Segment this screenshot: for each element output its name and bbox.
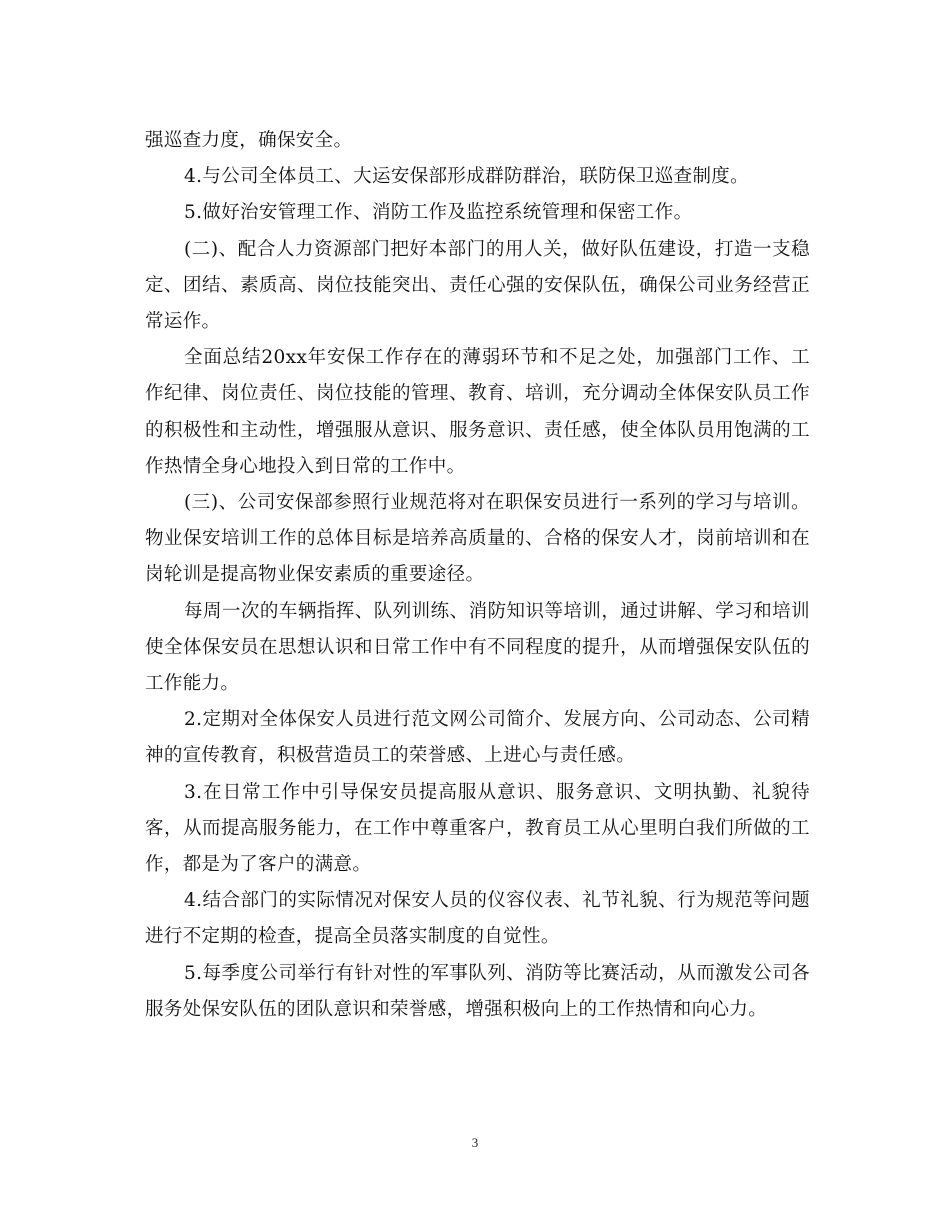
- paragraph-2: 4.与公司全体员工、大运安保部形成群防群治，联防保卫巡查制度。: [184, 166, 750, 188]
- paragraph-3: 5.做好治安管理工作、消防工作及监控系统管理和保密工作。: [184, 202, 693, 224]
- paragraph-5: 全面总结20xx年安保工作存在的薄弱环节和不足之处，加强部门工作、工作纪律、岗位责任、岗位技能的管理、教育、培训，充分调动全体保安队员工作的积极性和主动性，增强服从意识、服务意识、责任感，使全体队员用饱满的工作热情全身心地投入到日常的工作中。: [145, 347, 810, 477]
- paragraph-11: 5.每季度公司举行有针对性的军事队列、消防等比赛活动，从而激发公司各服务处保安队伍的团队意识和荣誉感，增强积极向上的工作热情和向心力。: [145, 962, 810, 1020]
- paragraph-1: 强巡查力度，确保安全。: [145, 130, 353, 151]
- document-body: [145, 123, 810, 1028]
- paragraph-9: 3.在日常工作中引导保安员提高服从意识、服务意识、文明执勤、礼貌待客，从而提高服务能力，在工作中尊重客户，教育员工从心里明白我们所做的工作，都是为了客户的满意。: [145, 781, 810, 876]
- paragraph-8: 2.定期对全体保安人员进行范文网公司简介、发展方向、公司动态、公司精神的宣传教育，积极营造员工的荣誉感、上进心与责任感。: [145, 709, 810, 767]
- page-number: 3: [471, 1135, 479, 1150]
- paragraph-7: 每周一次的车辆指挥、队列训练、消防知识等培训，通过讲解、学习和培训使全体保安员在思想认识和日常工作中有不同程度的提升，从而增强保安队伍的工作能力。: [145, 600, 810, 695]
- paragraph-4: (二)、配合人力资源部门把好本部门的用人关，做好队伍建设，打造一支稳定、团结、素质高、岗位技能突出、责任心强的安保队伍，确保公司业务经营正常运作。: [145, 238, 810, 333]
- paragraph-10: 4.结合部门的实际情况对保安人员的仪容仪表、礼节礼貌、行为规范等问题进行不定期的检查，提高全员落实制度的自觉性。: [145, 890, 810, 948]
- paragraph-6: (三)、公司安保部参照行业规范将对在职保安员进行一系列的学习与培训。物业保安培训工作的总体目标是培养高质量的、合格的保安人才，岗前培训和在岗轮训是提高物业保安素质的重要途径。: [145, 492, 810, 586]
